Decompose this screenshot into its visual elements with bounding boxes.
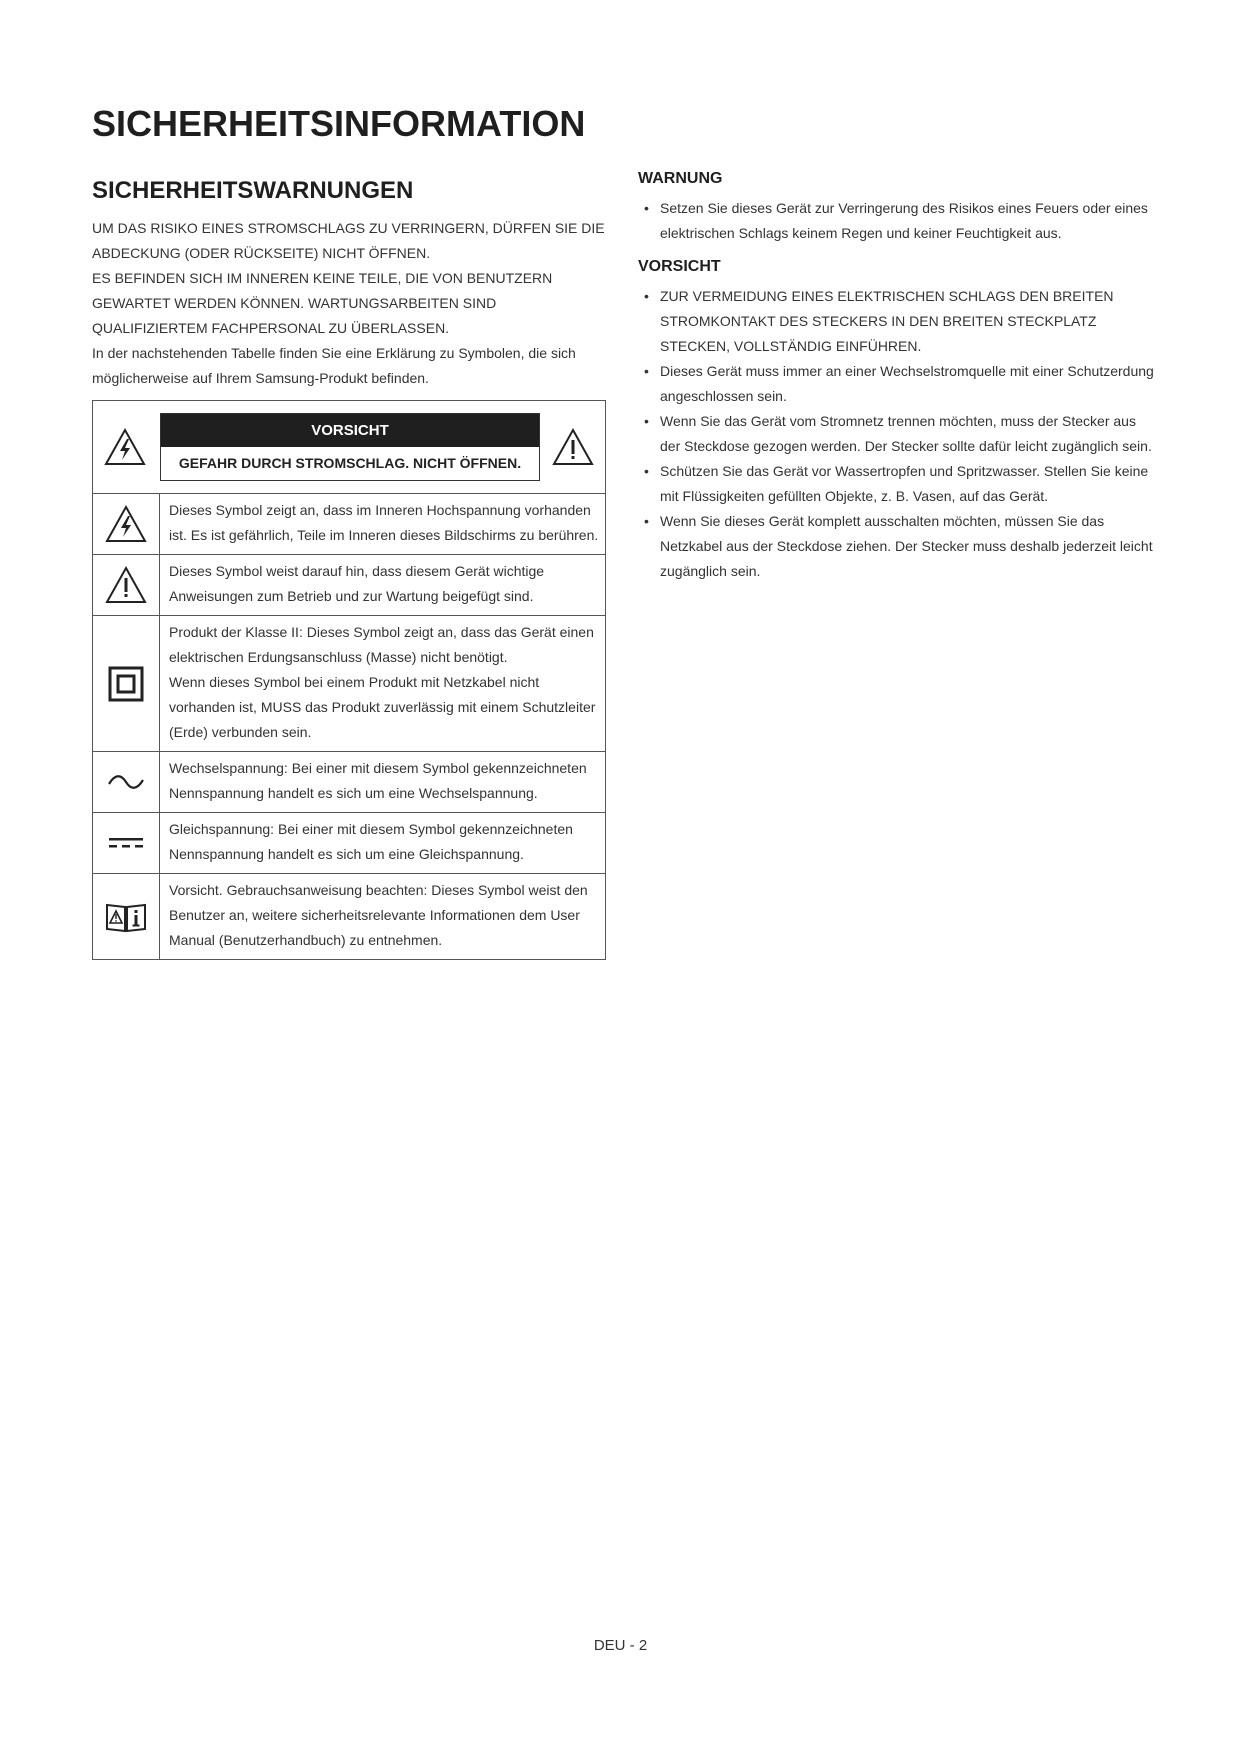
table-row xyxy=(93,752,606,813)
list-item: • Wenn Sie das Gerät vom Stromnetz trennen möchten, muss der Stecker aus der Steckdose gezogen werden. Der Stecker sollte dafür leicht zugänglich sein. xyxy=(638,409,1158,459)
symbol-description: Gleichspannung: Bei einer mit diesem Symbol gekennzeichneten Nennspannung handelt es sich um eine Gleichspannung. xyxy=(169,821,573,862)
intro-paragraph: ES BEFINDEN SICH IM INNEREN KEINE TEILE, DIE VON BENUTZERN GEWARTET WERDEN KÖNNEN. WARTUNGSARBEITEN SIND QUALIFIZIERTEM FACHPERSONAL ZU ÜBERLASSEN. xyxy=(92,270,553,336)
dc-voltage-icon xyxy=(93,833,159,853)
list-item: • Setzen Sie dieses Gerät zur Verringerung des Risikos eines Feuers oder eines elektrischen Schlags keinem Regen und keiner Feuchtigkeit aus. xyxy=(638,196,1158,246)
class-ii-icon xyxy=(93,666,159,702)
caution-title: VORSICHT xyxy=(638,258,721,275)
symbol-table xyxy=(92,400,606,960)
list-item: • Dieses Gerät muss immer an einer Wechselstromquelle mit einer Schutzerdung angeschlossen sein. xyxy=(638,359,1158,409)
exclamation-warning-icon xyxy=(551,427,595,467)
caution-label-text: GEFAHR DURCH STROMSCHLAG. NICHT ÖFFNEN. xyxy=(178,455,522,471)
table-row xyxy=(93,874,606,960)
intro-text xyxy=(92,216,612,391)
intro-paragraph: In der nachstehenden Tabelle finden Sie eine Erklärung zu Symbolen, die sich möglicherweise auf Ihrem Samsung-Produkt befinden. xyxy=(92,345,576,386)
symbol-description: Wechselspannung: Bei einer mit diesem Symbol gekennzeichneten Nennspannung handelt es sich um eine Wechselspannung. xyxy=(169,760,587,801)
page-title: SICHERHEITSINFORMATION xyxy=(92,103,586,144)
table-row xyxy=(93,555,606,616)
warning-title: WARNUNG xyxy=(638,170,723,187)
table-row xyxy=(93,616,606,752)
caution-label-box xyxy=(160,413,540,481)
symbol-description: Vorsicht. Gebrauchsanweisung beachten: Dieses Symbol weist den Benutzer an, weitere sicherheitsrelevante Informationen dem User Manual (Benutzerhandbuch) zu entnehmen. xyxy=(169,882,588,948)
symbol-description: Wenn dieses Symbol bei einem Produkt mit Netzkabel nicht vorhanden ist, MUSS das Produkt zuverlässig mit einem Schutzleiter (Erde) verbunden sein. xyxy=(169,674,596,740)
caution-list xyxy=(638,284,1158,584)
list-item: • Wenn Sie dieses Gerät komplett ausschalten möchten, müssen Sie das Netzkabel aus der Steckdose ziehen. Der Stecker muss deshalb jederzeit leicht zugänglich sein. xyxy=(638,509,1158,584)
list-item: • Schützen Sie das Gerät vor Wassertropfen und Spritzwasser. Stellen Sie keine mit Flüssigkeiten gefüllten Objekte, z. B. Vasen, auf das Gerät. xyxy=(638,459,1158,509)
left-column xyxy=(92,176,612,391)
lightning-warning-icon xyxy=(93,504,159,544)
page-number: DEU - 2 xyxy=(593,1637,648,1654)
symbol-table-header-row xyxy=(93,401,606,494)
manual-info-icon xyxy=(93,901,159,933)
section-title: SICHERHEITSWARNUNGEN xyxy=(92,177,414,204)
symbol-description: Produkt der Klasse II: Dieses Symbol zeigt an, dass das Gerät einen elektrischen Erdungsanschluss (Masse) nicht benötigt. xyxy=(169,624,594,665)
warning-list xyxy=(638,196,1158,246)
exclamation-warning-icon xyxy=(93,565,159,605)
lightning-warning-icon xyxy=(103,427,147,467)
list-item: • ZUR VERMEIDUNG EINES ELEKTRISCHEN SCHLAGS DEN BREITEN STROMKONTAKT DES STECKERS IN DEN BREITEN STECKPLATZ STECKEN, VOLLSTÄNDIG EINFÜHREN. xyxy=(638,284,1158,359)
ac-voltage-icon xyxy=(93,772,159,792)
intro-paragraph: UM DAS RISIKO EINES STROMSCHLAGS ZU VERRINGERN, DÜRFEN SIE DIE ABDECKUNG (ODER RÜCKSEITE) NICHT ÖFFNEN. xyxy=(92,220,605,261)
symbol-description: Dieses Symbol zeigt an, dass im Inneren Hochspannung vorhanden ist. Es ist gefährlich, Teile im Inneren dieses Bildschirms zu berühren. xyxy=(169,502,599,543)
caution-label-title: VORSICHT xyxy=(161,414,539,447)
table-row xyxy=(93,813,606,874)
table-row xyxy=(93,494,606,555)
symbol-description: Dieses Symbol weist darauf hin, dass diesem Gerät wichtige Anweisungen zum Betrieb und zur Wartung beigefügt sind. xyxy=(169,563,545,604)
right-column xyxy=(638,168,1158,594)
